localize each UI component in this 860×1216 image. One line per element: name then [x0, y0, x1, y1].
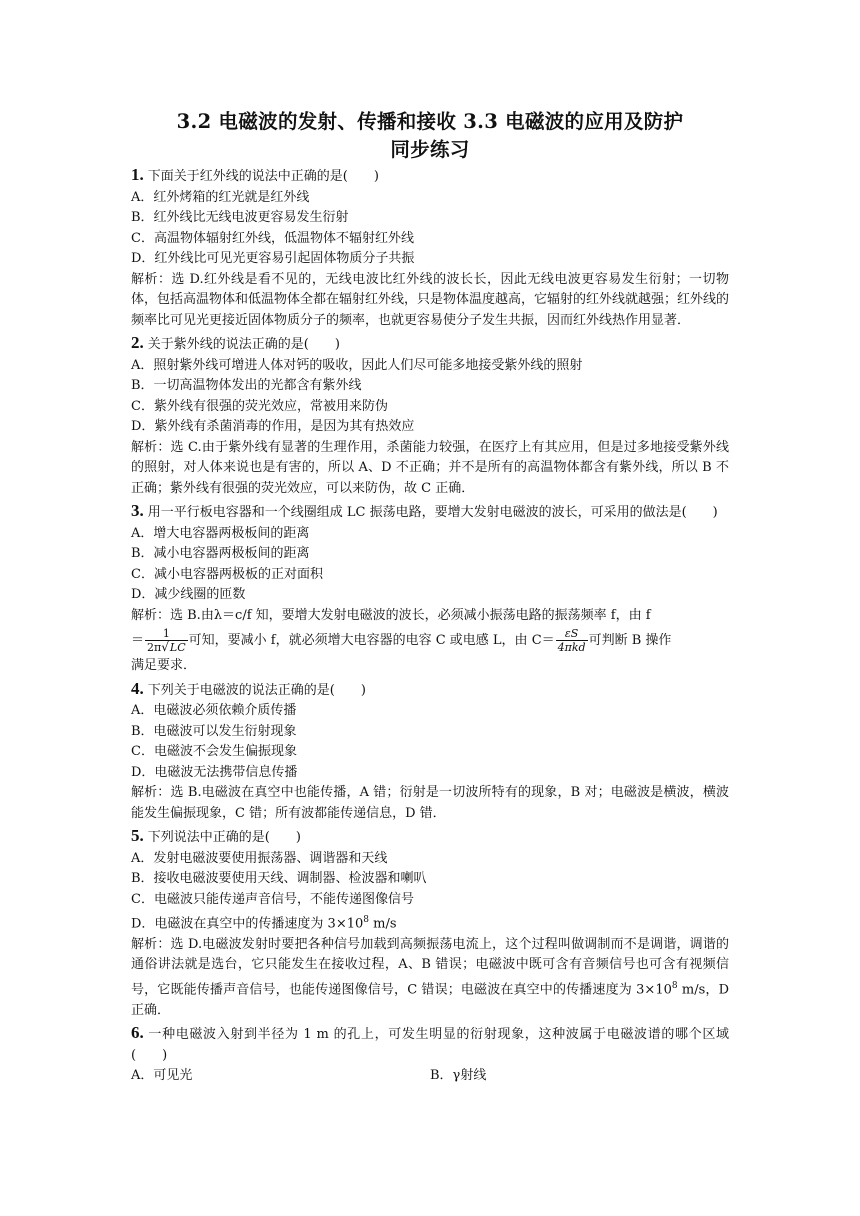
- option-c: C．电磁波不会发生偏振现象: [131, 744, 297, 759]
- question-stem: 下列说法中正确的是( ): [147, 830, 301, 845]
- sqrt-sign: √: [161, 640, 169, 654]
- question-number: 2.: [131, 333, 144, 352]
- option-a: A．照射紫外线可增进人体对钙的吸收，因此人们尽可能多地接受紫外线的照射: [131, 357, 583, 373]
- option-d: D．红外线比可见光更容易引起固体物质分子共振: [131, 251, 415, 266]
- question-5: [131, 826, 729, 1021]
- fraction-numerator: εS: [556, 627, 588, 641]
- option-a: A．增大电容器两极板间的距离: [131, 525, 310, 541]
- exponent: 8: [671, 980, 678, 991]
- analysis-line-1: 解析：选 B.由λ＝c/f 知，要增大发射电磁波的波长，必须减小振荡电路的振荡频率 f，由 f: [131, 607, 651, 623]
- fraction-denominator: [145, 641, 188, 654]
- option-b: B．接收电磁波要使用天线、调制器、检波器和喇叭: [131, 871, 427, 886]
- analysis: 解析：选 B.电磁波在真空中也能传播，A 错；衍射是一切波所特有的现象，B 对；电磁波是横波，横波能发生偏振现象，C 错；所有波都能传递信息，D 错．: [131, 785, 729, 821]
- analysis-text: 可知，要减小 f，就必须增大电容器的电容 C 或电感 L，由 C＝: [188, 633, 555, 648]
- question-number: 4.: [131, 678, 144, 698]
- question-stem: 下面关于红外线的说法中正确的是( ): [147, 169, 379, 184]
- question-list: [131, 163, 729, 1087]
- fraction-numerator: 1: [145, 627, 188, 641]
- option-b: B．红外线比无线电波更容易发生衍射: [131, 210, 349, 225]
- option-b: B．电磁波可以发生衍射现象: [131, 723, 297, 739]
- analysis-line-2: [131, 626, 729, 656]
- question-number: 1.: [131, 165, 144, 184]
- sqrt-radicand: LC: [169, 641, 186, 654]
- analysis: 解析：选 C.由于紫外线有显著的生理作用，杀菌能力较强，在医疗上有其应用，但是过多地接受紫外线的照射，对人体来说也是有害的，所以 A、D 不正确；并不是所有的高温物体都含有紫外线，所以 B 不正确；紫外线有很强的荧光效应，可以来防伪，故 C 正确．: [131, 439, 729, 496]
- option-a: A．可见光: [131, 1068, 193, 1084]
- question-1: [131, 165, 729, 331]
- option-d: [131, 910, 729, 935]
- option-a: A．电磁波必须依赖介质传播: [131, 703, 297, 718]
- exponent: 8: [363, 915, 369, 925]
- frequency-fraction: [145, 627, 188, 654]
- option-c: C．减小电容器两极板的正对面积: [131, 566, 323, 582]
- fraction-denominator: 4πkd: [557, 641, 586, 654]
- analysis-text: 可判断 B 操作: [588, 633, 672, 648]
- document-title: 3.2 电磁波的发射、传播和接收 3.3 电磁波的应用及防护: [176, 110, 684, 133]
- question-2: [131, 333, 729, 499]
- capacitance-fraction: [556, 627, 588, 654]
- option-unit: m/s: [369, 916, 397, 932]
- option-d: D．电磁波无法携带信息传播: [131, 764, 298, 780]
- option-text: D．电磁波在真空中的传播速度为 3×10: [131, 916, 364, 932]
- question-number: 3.: [131, 501, 144, 520]
- analysis: [131, 935, 729, 1021]
- analysis-text: 解析：选 D.电磁波发射时要把各种信号加载到高频振荡电流上，这个过程叫做调制而不是调谐，调谐的通俗讲法就是选台，它只能发生在接收过程，A、B 错误；电磁波中既可含有音频信号也可含有视频信号，它既能传播声音信号，也能传递图像信号，C 错误；电磁波在真空中的传播速度为 3×10: [131, 936, 729, 998]
- analysis-line-3: 满足要求．: [131, 658, 197, 673]
- option-a: A．发射电磁波要使用振荡器、调谐器和天线: [131, 850, 388, 866]
- analysis: [131, 606, 729, 677]
- option-d: D．减少线圈的匝数: [131, 587, 246, 602]
- option-c: C．高温物体辐射红外线，低温物体不辐射红外线: [131, 230, 414, 246]
- analysis-text: m/s，D 正确．: [131, 982, 730, 1018]
- option-c: C．电磁波只能传递声音信号，不能传递图像信号: [131, 891, 414, 907]
- option-a: A．红外烤箱的红光就是红外线: [131, 189, 310, 205]
- question-stem: 用一平行板电容器和一个线圈组成 LC 振荡电路，要增大发射电磁波的波长，可采用的做法是( ): [147, 505, 718, 520]
- denominator-prefix: 2π: [147, 641, 162, 654]
- option-b: B．减小电容器两极板间的距离: [131, 546, 310, 561]
- question-number: 6.: [131, 1023, 144, 1043]
- question-number: 5.: [131, 826, 144, 845]
- question-stem: 下列关于电磁波的说法正确的是( ): [147, 682, 366, 698]
- option-b: B．一切高温物体发出的光都含有紫外线: [131, 378, 362, 393]
- option-d: D．紫外线有杀菌消毒的作用，是因为其有热效应: [131, 419, 415, 434]
- analysis: 解析：选 D.红外线是看不见的，无线电波比红外线的波长长，因此无线电波更容易发生衍射；一切物体，包括高温物体和低温物体全都在辐射红外线，只是物体温度越高，它辐射的红外线就越强；红外线的频率比可见光更接近固体物质分子的频率，也就更容易使分子发生共振，因而红外线热作用显著．: [131, 271, 730, 328]
- question-stem: 关于紫外线的说法正确的是( ): [147, 337, 340, 352]
- question-4: [131, 679, 729, 825]
- option-b: B．γ射线: [430, 1068, 487, 1084]
- document-subtitle: 同步练习: [390, 138, 470, 161]
- question-3: [131, 501, 729, 677]
- question-stem: 一种电磁波入射到半径为 1 m 的孔上，可发生明显的衍射现象，这种波属于电磁波谱的哪个区域( ): [131, 1027, 729, 1063]
- question-6: [131, 1023, 729, 1087]
- options-row: [131, 1066, 729, 1087]
- option-c: C．紫外线有很强的荧光效应，常被用来防伪: [131, 398, 388, 414]
- equals-sign: ＝: [131, 633, 145, 648]
